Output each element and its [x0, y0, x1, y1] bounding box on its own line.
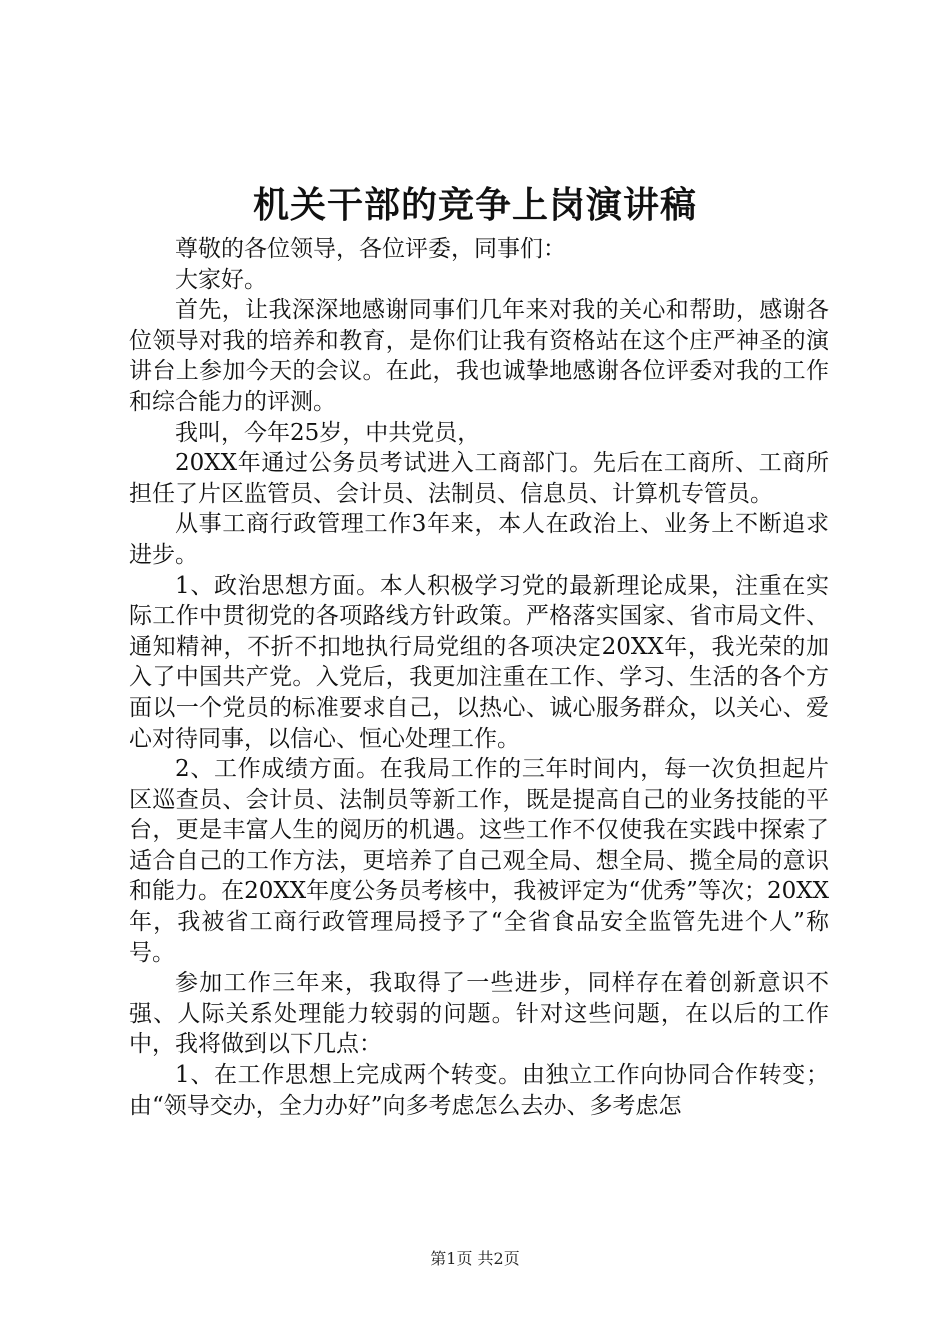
paragraph-greeting: 大家好。	[175, 266, 267, 293]
paragraph-political: 1、政治思想方面。本人积极学习党的最新理论成果，注重在实际工作中贯彻党的各项路线方针政策。严格落实国家、省市局文件、通知精神，不折不扣地执行局党组的各项决定20XX年，我光荣的加入了中国共产党。入党后，我更加注重在工作、学习、生活的各个方面以一个党员的标准要求自己，以热心、诚心服务群众，以关心、爱心对待同事，以信心、恒心处理工作。	[129, 572, 829, 752]
paragraph-plan-1: 1、在工作思想上完成两个转变。由独立工作向协同合作转变；由“领导交办，全力办好”向多考虑怎么去办、多考虑怎	[129, 1062, 829, 1119]
page-footer: 第1页 共2页	[430, 1249, 520, 1268]
paragraph-shortcomings: 参加工作三年来，我取得了一些进步，同样存在着创新意识不强、人际关系处理能力较弱的问题。针对这些问题，在以后的工作中，我将做到以下几点：	[129, 970, 829, 1058]
paragraph-thanks: 首先，让我深深地感谢同事们几年来对我的关心和帮助，感谢各位领导对我的培养和教育，是你们让我有资格站在这个庄严神圣的演讲台上参加今天的会议。在此，我也诚挚地感谢各位评委对我的工作和综合能力的评测。	[129, 297, 829, 415]
paragraph-progress: 从事工商行政管理工作3年来，本人在政治上、业务上不断追求进步。	[129, 511, 829, 568]
document-body	[129, 234, 829, 1121]
paragraph-achievements: 2、工作成绩方面。在我局工作的三年时间内，每一次负担起片区巡查员、会计员、法制员等新工作，既是提高自己的业务技能的平台，更是丰富人生的阅历的机遇。这些工作不仅使我在实践中探索了适合自己的工作方法，更培养了自己观全局、想全局、揽全局的意识和能力。在20XX年度公务员考核中，我被评定为“优秀”等次；20XX年，我被省工商行政管理局授予了“全省食品安全监管先进个人”称号。	[129, 756, 829, 966]
paragraph-career: 20XX年通过公务员考试进入工商部门。先后在工商所、工商所担任了片区监管员、会计员、法制员、信息员、计算机专管员。	[129, 450, 829, 507]
document-title: 机关干部的竞争上岗演讲稿	[252, 184, 697, 226]
paragraph-salutation: 尊敬的各位领导，各位评委，同事们：	[175, 236, 566, 262]
paragraph-self-intro: 我叫，今年25岁，中共党员，	[175, 419, 481, 446]
